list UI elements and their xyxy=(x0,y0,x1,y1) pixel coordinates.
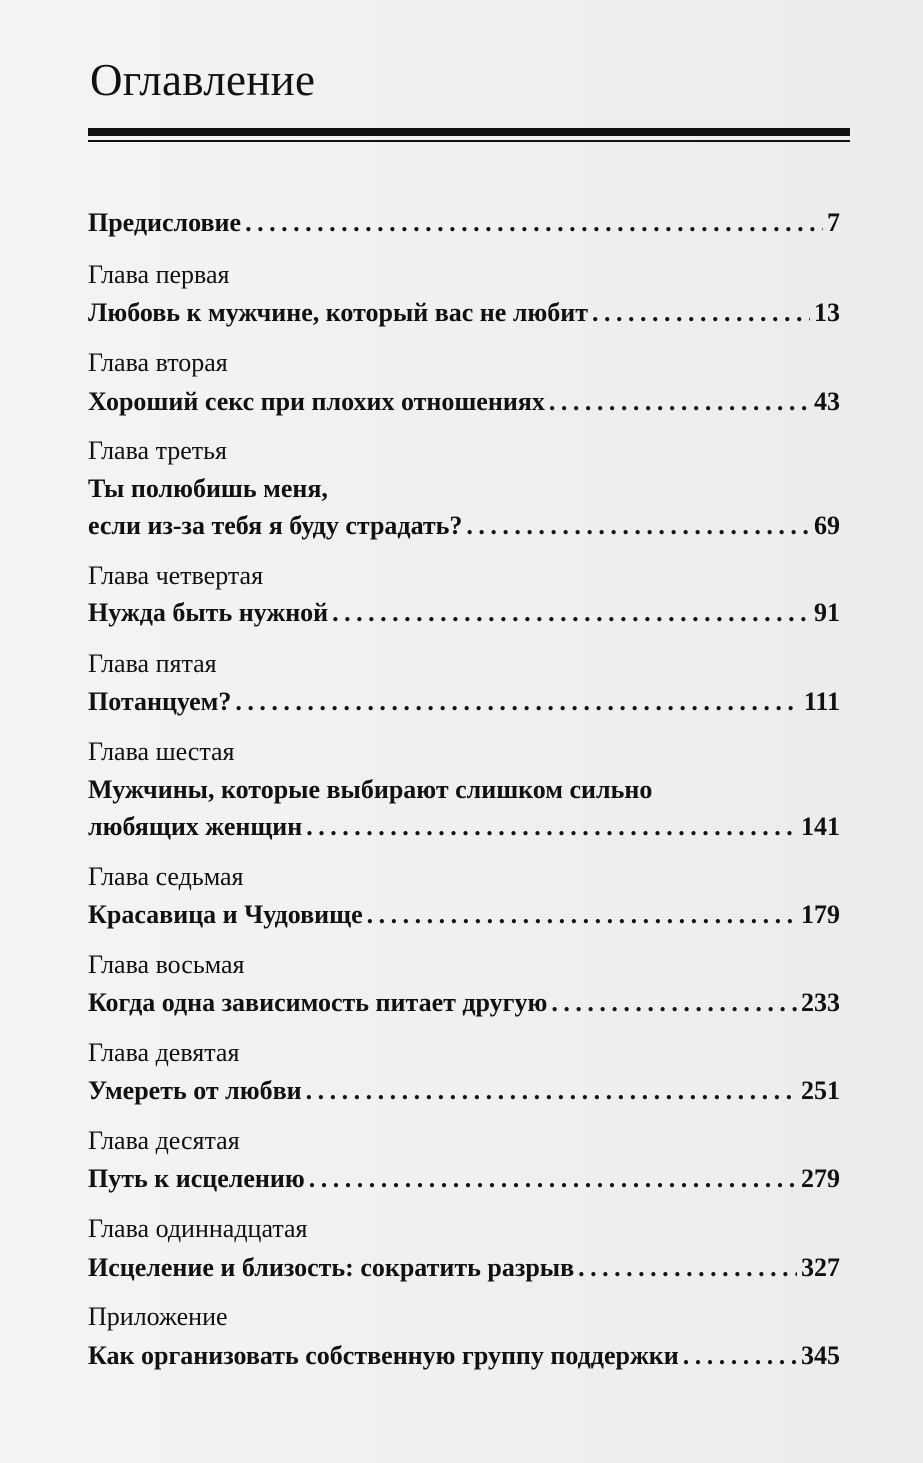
toc-page-number: 69 xyxy=(814,511,840,540)
toc-leader-dots xyxy=(306,814,797,840)
toc-chapter-label: Глава десятая xyxy=(88,1126,240,1155)
toc-entry-chapter-5[interactable] xyxy=(88,689,840,715)
toc-entry-chapter-10[interactable] xyxy=(88,1166,840,1192)
toc-leader-dots xyxy=(683,1343,797,1369)
toc-entry-chapter-6[interactable] xyxy=(88,814,840,840)
toc-entry-title: Как организовать собственную группу поддержки xyxy=(88,1341,679,1370)
toc-leader-dots xyxy=(235,689,799,715)
toc-entry-chapter-2[interactable] xyxy=(88,389,840,415)
toc-entry-title-line1: Мужчины, которые выбирают слишком сильно xyxy=(88,775,653,804)
toc-entry-chapter-1[interactable] xyxy=(88,300,840,326)
toc-entry-title: Путь к исцелению xyxy=(88,1164,305,1193)
toc-page-number: 179 xyxy=(801,900,840,929)
toc-entry-title-line1: Ты полюбишь меня, xyxy=(88,474,328,503)
toc-entry-title: любящих женщин xyxy=(88,812,303,841)
toc-leader-dots xyxy=(306,1078,797,1104)
toc-entry-appendix[interactable] xyxy=(88,1343,840,1369)
toc-entry-title: Нужда быть нужной xyxy=(88,598,329,627)
toc-chapter-label: Глава первая xyxy=(88,260,230,289)
toc-entry-chapter-11[interactable] xyxy=(88,1255,840,1281)
toc-entry-title: Хороший секс при плохих отношениях xyxy=(88,387,545,416)
toc-leader-dots xyxy=(549,389,810,415)
toc-leader-dots xyxy=(466,513,810,539)
toc-chapter-label: Глава девятая xyxy=(88,1038,240,1067)
toc-leader-dots xyxy=(592,300,810,326)
toc-entry-title: Красавица и Чудовище xyxy=(88,900,363,929)
toc-chapter-label: Глава шестая xyxy=(88,737,235,766)
toc-leader-dots xyxy=(245,210,823,236)
page-title: Оглавление xyxy=(90,55,316,105)
toc-leader-dots xyxy=(551,990,797,1016)
toc-entry-title: Умереть от любви xyxy=(88,1076,302,1105)
toc-chapter-label: Глава четвертая xyxy=(88,561,264,590)
toc-entry-chapter-9[interactable] xyxy=(88,1078,840,1104)
toc-entry-preface[interactable] xyxy=(88,210,840,236)
toc-entry-title: Когда одна зависимость питает другую xyxy=(88,988,548,1017)
toc-entry-title: Потанцуем? xyxy=(88,687,232,716)
toc-leader-dots xyxy=(309,1166,797,1192)
toc-page-number: 251 xyxy=(801,1076,840,1105)
toc-page-number: 279 xyxy=(801,1164,840,1193)
toc-chapter-label: Глава седьмая xyxy=(88,862,244,891)
toc-chapter-label: Глава пятая xyxy=(88,649,217,678)
toc-entry-title: если из-за тебя я буду страдать? xyxy=(88,511,463,540)
toc-chapter-label: Глава восьмая xyxy=(88,950,245,979)
toc-page-number: 327 xyxy=(801,1253,840,1282)
toc-page-number: 7 xyxy=(827,208,840,237)
title-rule-thin xyxy=(88,140,850,142)
toc-entry-title: Любовь к мужчине, который вас не любит xyxy=(88,298,589,327)
toc-chapter-label: Глава вторая xyxy=(88,348,228,377)
toc-entry-chapter-4[interactable] xyxy=(88,600,840,626)
toc-leader-dots xyxy=(367,902,797,928)
toc-leader-dots xyxy=(332,600,810,626)
toc-entry-title: Исцеление и близость: сократить разрыв xyxy=(88,1253,575,1282)
toc-page-number: 13 xyxy=(814,298,840,327)
toc-entry-chapter-7[interactable] xyxy=(88,902,840,928)
toc-entry-title: Предисловие xyxy=(88,208,242,237)
toc-leader-dots xyxy=(578,1255,797,1281)
toc-page-number: 233 xyxy=(801,988,840,1017)
toc-page-number: 141 xyxy=(801,812,840,841)
toc-page-number: 91 xyxy=(814,598,840,627)
toc-page-number: 111 xyxy=(803,687,840,716)
toc-entry-chapter-3[interactable] xyxy=(88,513,840,539)
title-rule-thick xyxy=(88,128,850,136)
toc-chapter-label: Приложение xyxy=(88,1302,228,1331)
toc-page-number: 43 xyxy=(814,387,840,416)
toc-entry-chapter-8[interactable] xyxy=(88,990,840,1016)
toc-chapter-label: Глава третья xyxy=(88,436,227,465)
toc-page-number: 345 xyxy=(801,1341,840,1370)
toc-chapter-label: Глава одиннадцатая xyxy=(88,1214,308,1243)
